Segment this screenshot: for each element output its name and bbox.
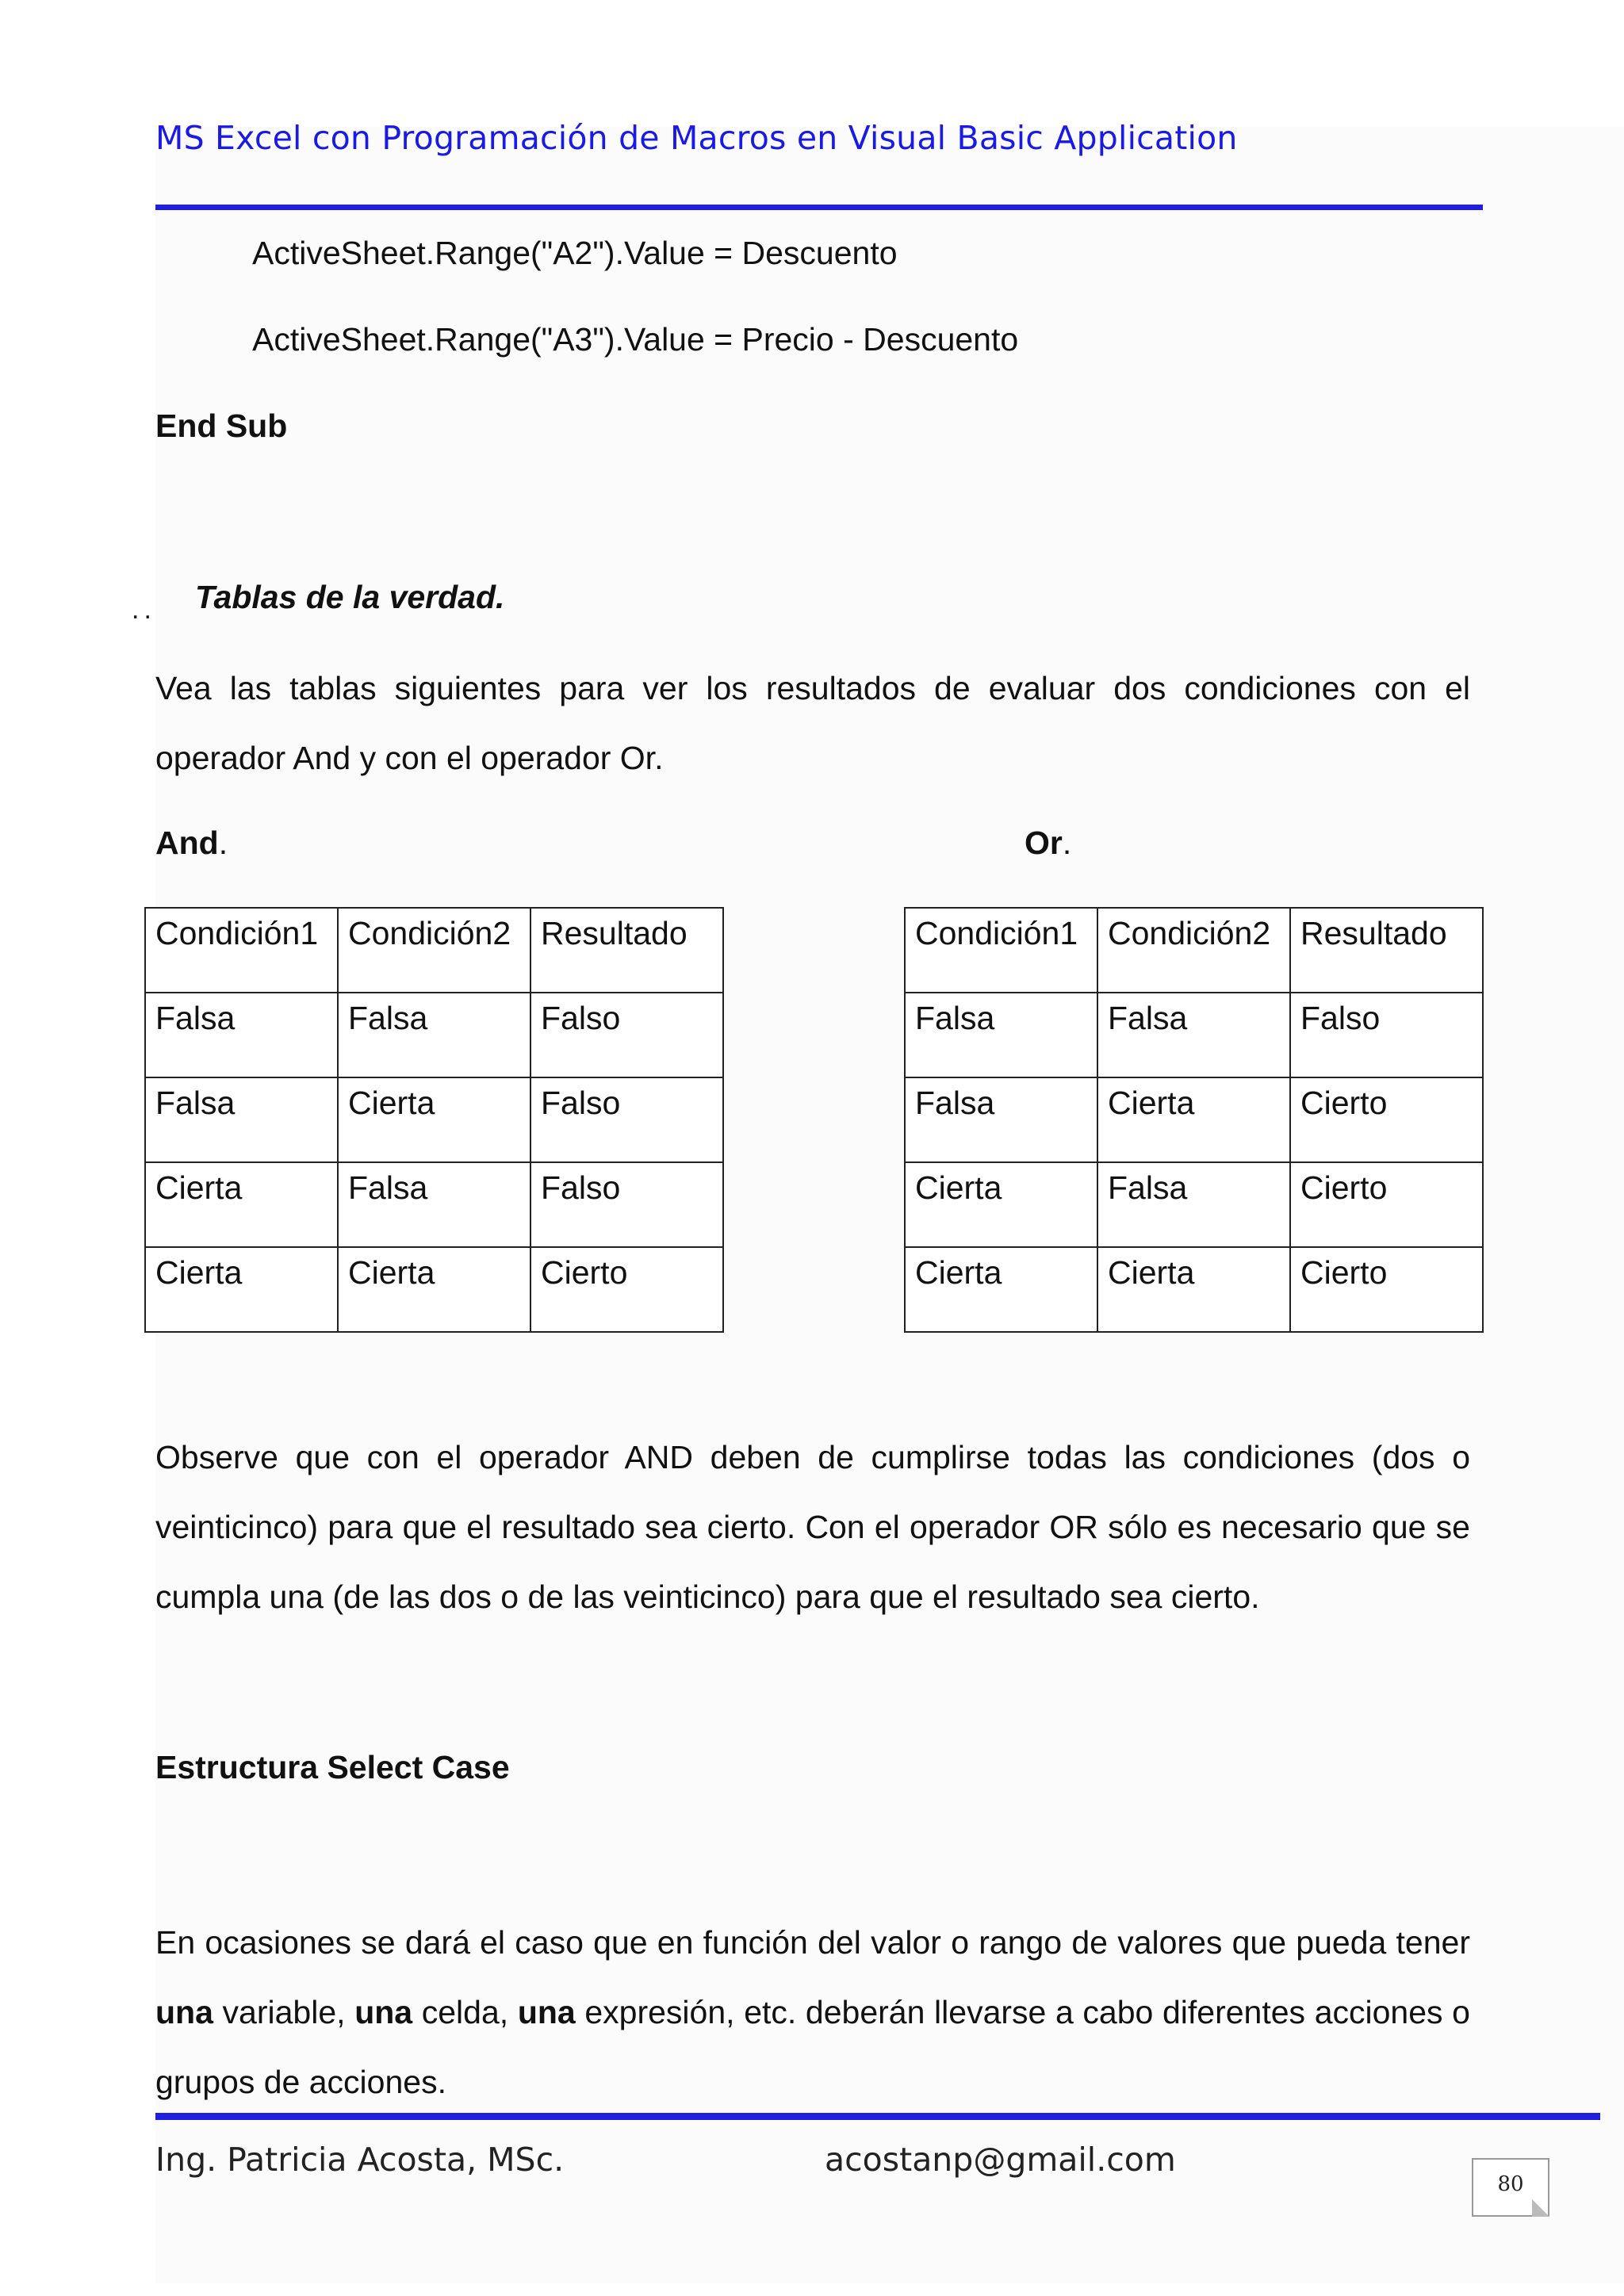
table-header-row	[145, 908, 723, 993]
and-label-suffix: .	[218, 825, 228, 861]
paragraph-text: En ocasiones se dará el caso que en función del valor o rango de valores que pueda tener	[155, 1924, 1470, 1961]
table-cell: Falso	[530, 1077, 723, 1162]
table-cell: Cierta	[145, 1247, 338, 1332]
document-header-title: MS Excel con Programación de Macros en Visual Basic Application	[155, 119, 1238, 157]
footer-rule	[155, 2113, 1600, 2120]
table-cell: Falsa	[338, 993, 530, 1077]
and-label-text: And	[155, 825, 219, 861]
table-row	[145, 1162, 723, 1247]
emphasis-una: una	[517, 1994, 576, 2030]
select-case-paragraph	[155, 1908, 1470, 2117]
section-bullet: ..	[132, 595, 156, 625]
header-cell: Condición1	[145, 908, 338, 993]
table-cell: Falsa	[905, 993, 1097, 1077]
intro-paragraph: Vea las tablas siguientes para ver los resultados de evaluar dos condiciones con el operador And y con el operador Or.	[155, 670, 1470, 776]
table-cell: Cierta	[1097, 1077, 1290, 1162]
table-cell: Cierto	[1290, 1247, 1483, 1332]
or-table-label	[1025, 825, 1071, 862]
end-sub-line: End Sub	[155, 408, 288, 444]
table-cell: Cierto	[530, 1247, 723, 1332]
table-cell: Cierta	[338, 1247, 530, 1332]
emphasis-una: una	[155, 1994, 213, 2030]
paragraph-text: variable,	[213, 1994, 355, 2030]
table-cell: Cierta	[338, 1077, 530, 1162]
table-header-row	[905, 908, 1483, 993]
table-row	[905, 1247, 1483, 1332]
observe-paragraph: Observe que con el operador AND deben de cumplirse todas las condiciones (dos o veinticinco) para que el resultado sea cierto. Con el operador OR sólo es necesario que se cumpla una (de las dos o de las veinticinco) para que el resultado sea cierto.	[155, 1439, 1470, 1615]
table-cell: Falsa	[905, 1077, 1097, 1162]
header-cell: Condición2	[338, 908, 530, 993]
table-row	[905, 1077, 1483, 1162]
table-row	[905, 1162, 1483, 1247]
table-cell: Falso	[530, 993, 723, 1077]
table-row	[145, 993, 723, 1077]
paragraph-text: expresión, etc. deberán llevarse a cabo diferentes acciones o grupos de acciones.	[155, 1994, 1470, 2100]
table-cell: Falsa	[1097, 1162, 1290, 1247]
header-cell: Resultado	[1290, 908, 1483, 993]
code-line-1: ActiveSheet.Range("A2").Value = Descuento	[252, 235, 898, 271]
or-label-text: Or	[1025, 825, 1063, 861]
page-number: 80	[1497, 2172, 1524, 2196]
paragraph-text: celda,	[412, 1994, 518, 2030]
table-cell: Cierta	[1097, 1247, 1290, 1332]
emphasis-una: una	[354, 1994, 413, 2030]
table-row	[145, 1077, 723, 1162]
and-table-label	[155, 825, 228, 862]
or-label-suffix: .	[1062, 825, 1072, 861]
or-truth-table	[904, 907, 1484, 1333]
table-cell: Falso	[530, 1162, 723, 1247]
table-cell: Cierto	[1290, 1077, 1483, 1162]
table-cell: Falsa	[1097, 993, 1290, 1077]
header-cell: Condición2	[1097, 908, 1290, 993]
footer-email: acostanp@gmail.com	[825, 2141, 1176, 2179]
table-cell: Cierta	[145, 1162, 338, 1247]
table-row	[145, 1247, 723, 1332]
table-cell: Cierto	[1290, 1162, 1483, 1247]
header-cell: Resultado	[530, 908, 723, 993]
table-cell: Cierta	[905, 1247, 1097, 1332]
and-truth-table	[144, 907, 724, 1333]
select-case-heading: Estructura Select Case	[155, 1749, 510, 1785]
table-cell: Falsa	[145, 993, 338, 1077]
code-line-2: ActiveSheet.Range("A3").Value = Precio - Descuento	[252, 321, 1019, 358]
table-cell: Falsa	[145, 1077, 338, 1162]
page-fold-icon	[1532, 2199, 1549, 2217]
page-number-box	[1472, 2158, 1549, 2217]
section-heading-truth-tables: Tablas de la verdad.	[195, 579, 505, 615]
header-rule	[155, 205, 1483, 210]
table-row	[905, 993, 1483, 1077]
table-cell: Cierta	[905, 1162, 1097, 1247]
header-cell: Condición1	[905, 908, 1097, 993]
footer-author: Ing. Patricia Acosta, MSc.	[155, 2141, 565, 2179]
table-cell: Falso	[1290, 993, 1483, 1077]
table-cell: Falsa	[338, 1162, 530, 1247]
